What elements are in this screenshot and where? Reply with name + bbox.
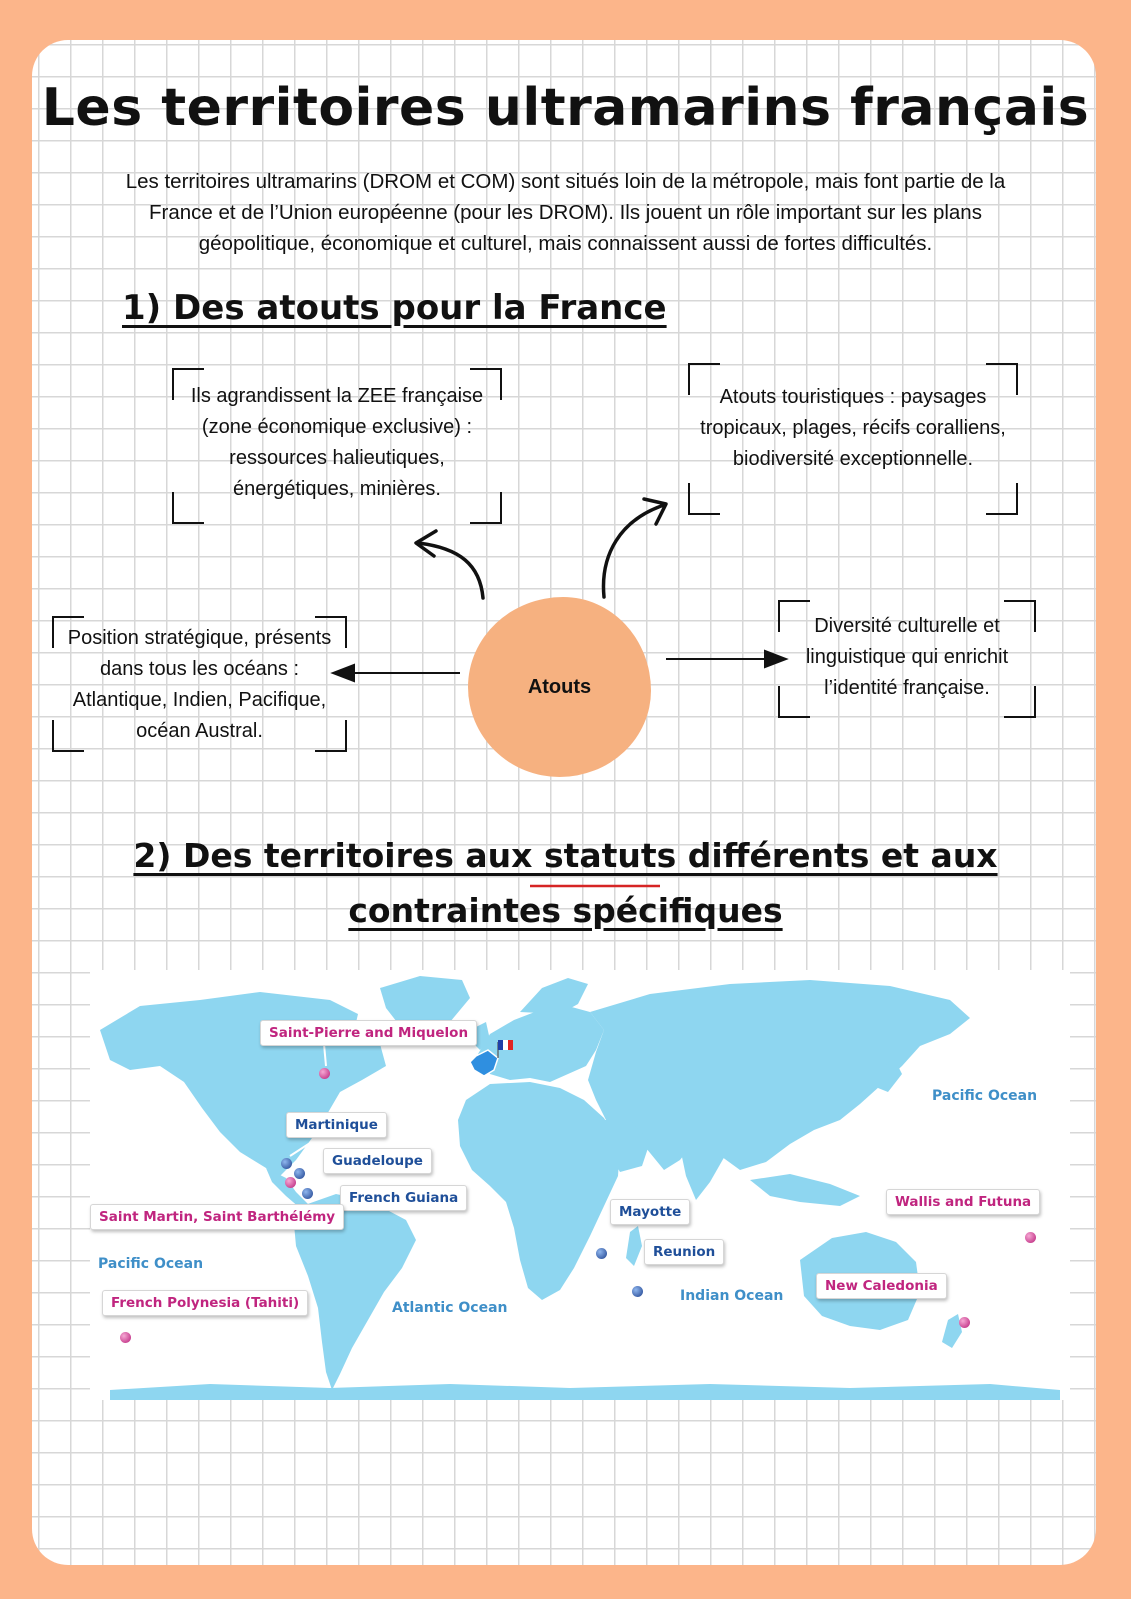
box-tourism-text: Atouts touristiques : paysages tropicaux, plages, récifs coralliens, biodiversité exceptionnelle. xyxy=(700,386,1006,470)
dot-guadeloupe xyxy=(294,1168,305,1179)
arrow-head-strategic xyxy=(333,665,354,681)
box-culture-text: Diversité culturelle et linguistique qui enrichit l’identité française. xyxy=(805,615,1009,699)
box-zee-text: Ils agrandissent la ZEE française (zone économique exclusive) : ressources halieutiques, énergétiques, minières. xyxy=(190,385,484,500)
ocean-label-indian: Indian Ocean xyxy=(680,1288,784,1304)
dot-martinique xyxy=(281,1158,292,1169)
section-2-heading: 2) Des territoires aux statuts différents et aux contraintes spécifiques xyxy=(133,836,998,930)
center-circle-atouts: Atouts xyxy=(468,597,651,777)
page-title: Les territoires ultramarins français xyxy=(41,78,1090,138)
world-map xyxy=(90,970,1070,1400)
dot-saint-martin xyxy=(285,1177,296,1188)
label-wallis-futuna: Wallis and Futuna xyxy=(886,1189,1040,1215)
dot-french-guiana xyxy=(302,1188,313,1199)
dot-reunion xyxy=(632,1286,643,1297)
intro-paragraph: Les territoires ultramarins (DROM et COM) sont situés loin de la métropole, mais font partie de la France et de l’Union européenne (pour les DROM). Ils jouent un rôle important sur les plans géopolitique, économique et culturel, mais connaissent aussi de fortes difficultés. xyxy=(125,170,1006,255)
label-saint-pierre-miquelon: Saint-Pierre and Miquelon xyxy=(260,1020,477,1046)
dot-polynesia xyxy=(120,1332,131,1343)
label-saint-martin: Saint Martin, Saint Barthélémy xyxy=(90,1204,344,1230)
dot-saint-pierre xyxy=(319,1068,330,1079)
dot-mayotte xyxy=(596,1248,607,1259)
ocean-label-pacific-east: Pacific Ocean xyxy=(932,1088,1038,1104)
ocean-label-atlantic: Atlantic Ocean xyxy=(392,1300,508,1316)
section-1-heading: 1) Des atouts pour la France xyxy=(122,288,667,328)
label-guadeloupe: Guadeloupe xyxy=(323,1148,432,1174)
world-map-land xyxy=(90,970,1070,1400)
dot-wallis xyxy=(1025,1232,1036,1243)
label-reunion: Reunion xyxy=(644,1239,724,1265)
label-new-caledonia: New Caledonia xyxy=(816,1273,947,1299)
label-french-guiana: French Guiana xyxy=(340,1185,467,1211)
dot-new-caledonia xyxy=(959,1317,970,1328)
label-martinique: Martinique xyxy=(286,1112,387,1138)
label-french-polynesia: French Polynesia (Tahiti) xyxy=(102,1290,308,1316)
label-mayotte: Mayotte xyxy=(610,1199,690,1225)
ocean-label-pacific-west: Pacific Ocean xyxy=(98,1256,204,1272)
arrow-head-culture xyxy=(765,651,786,667)
box-strategic-text: Position stratégique, présents dans tous les océans : Atlantique, Indien, Pacifique, océan Austral. xyxy=(67,627,332,742)
arrow-to-tourism xyxy=(604,505,665,597)
